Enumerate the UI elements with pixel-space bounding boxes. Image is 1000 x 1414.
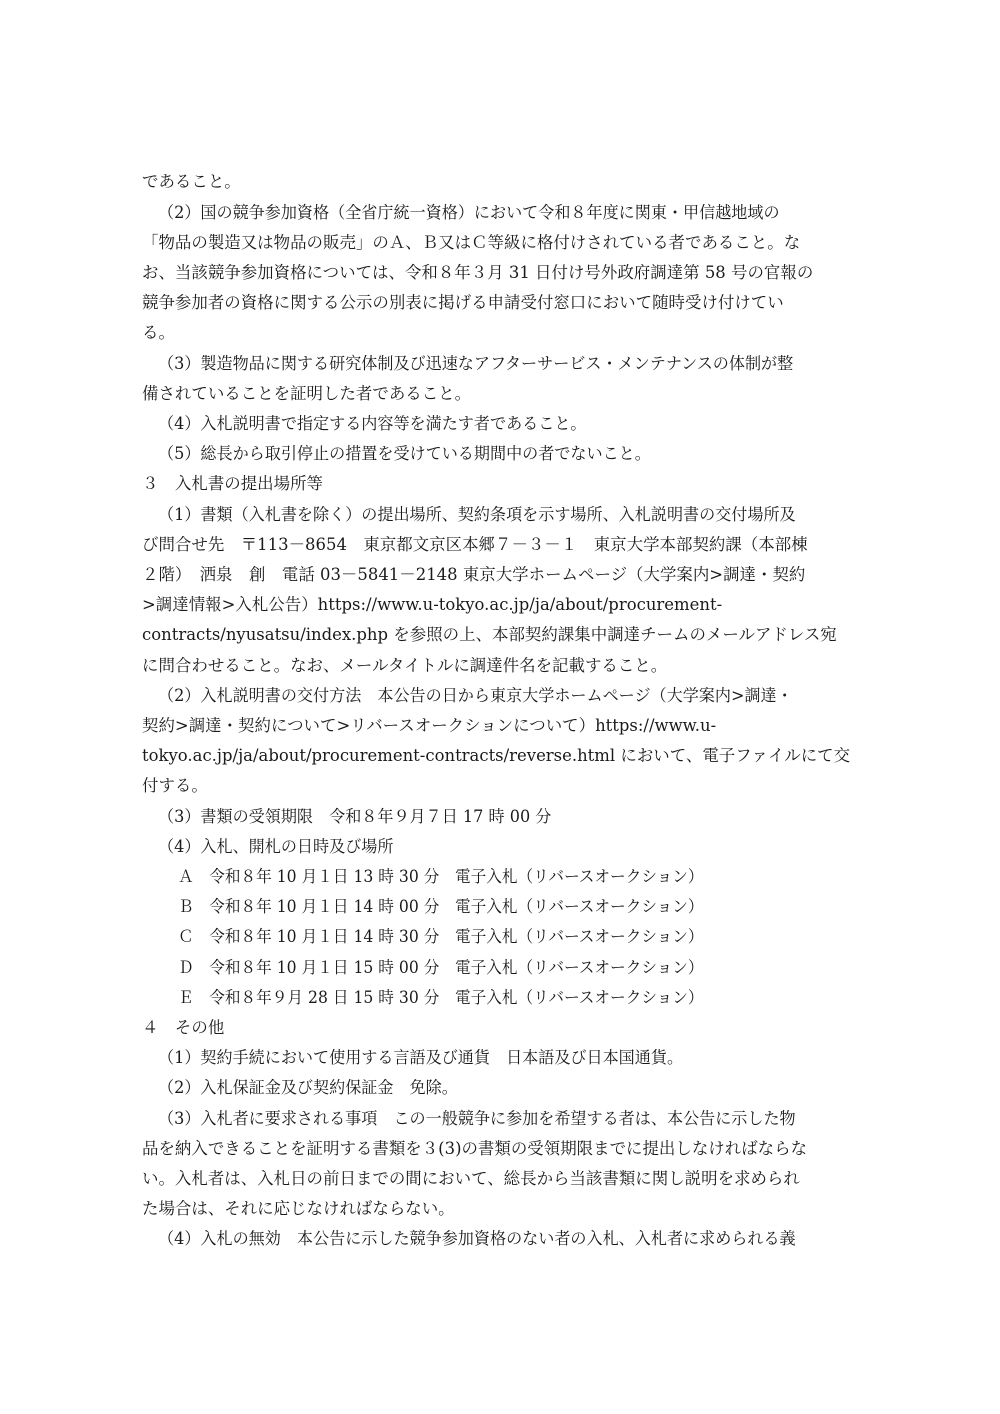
text-line: に問合わせること。なお、メールタイトルに調達件名を記載すること。 bbox=[142, 656, 668, 675]
schedule-item: Ｅ 令和８年９月 28 日 15 時 30 分 電子入札（リバースオークション） bbox=[178, 988, 704, 1007]
text-line: ２階） 洒泉 創 電話 03－5841－2148 東京大学ホームページ（大学案内>調達・契約 bbox=[142, 565, 806, 584]
section-heading: ３ 入札書の提出場所等 bbox=[142, 474, 323, 493]
text-line: 付する。 bbox=[142, 776, 208, 795]
section-heading: ４ その他 bbox=[142, 1018, 225, 1037]
text-line: （3）入札者に要求される事項 この一般競争に参加を希望する者は、本公告に示した物 bbox=[158, 1109, 796, 1128]
text-line: （4）入札の無効 本公告に示した競争参加資格のない者の入札、入札者に求められる義 bbox=[158, 1229, 796, 1248]
text-line: >調達情報>入札公告）https://www.u-tokyo.ac.jp/ja/about/procurement- bbox=[142, 595, 723, 614]
text-line: 競争参加者の資格に関する公示の別表に掲げる申請受付窓口において随時受け付けてい bbox=[142, 293, 784, 312]
text-line: （2）入札説明書の交付方法 本公告の日から東京大学ホームページ（大学案内>調達・ bbox=[158, 686, 793, 705]
schedule-item: Ｃ 令和８年 10 月１日 14 時 30 分 電子入札（リバースオークション） bbox=[178, 927, 704, 946]
schedule-item: Ａ 令和８年 10 月１日 13 時 30 分 電子入札（リバースオークション） bbox=[178, 867, 704, 886]
text-line: （5）総長から取引停止の措置を受けている期間中の者でないこと。 bbox=[158, 444, 651, 463]
text-line: （2）入札保証金及び契約保証金 免除。 bbox=[158, 1078, 458, 1097]
text-line: 契約>調達・契約について>リバースオークションについて）https://www.u- bbox=[142, 716, 717, 735]
text-line: 備されていることを証明した者であること。 bbox=[142, 384, 472, 403]
text-line: お、当該競争参加資格については、令和８年３月 31 日付け号外政府調達第 58 号の官報の bbox=[142, 263, 814, 282]
text-line: であること。 bbox=[142, 172, 241, 191]
text-line: た場合は、それに応じなければならない。 bbox=[142, 1199, 455, 1218]
text-line: （2）国の競争参加資格（全省庁統一資格）において令和８年度に関東・甲信越地域の bbox=[158, 203, 780, 222]
schedule-item: Ｄ 令和８年 10 月１日 15 時 00 分 電子入札（リバースオークション） bbox=[178, 958, 704, 977]
text-line: い。入札者は、入札日の前日までの間において、総長から当該書類に関し説明を求められ bbox=[142, 1169, 800, 1188]
text-line: 品を納入できることを証明する書類を３(3)の書類の受領期限までに提出しなければならな bbox=[142, 1139, 808, 1158]
text-line: 「物品の製造又は物品の販売」のＡ、Ｂ又はＣ等級に格付けされている者であること。な bbox=[142, 233, 801, 252]
text-line: （4）入札説明書で指定する内容等を満たす者であること。 bbox=[158, 414, 587, 433]
text-line: び問合せ先 〒113－8654 東京都文京区本郷７－３－１ 東京大学本部契約課（本部棟 bbox=[142, 535, 808, 554]
text-line: （3）製造物品に関する研究体制及び迅速なアフターサービス・メンテナンスの体制が整 bbox=[158, 354, 794, 373]
text-line: （3）書類の受領期限 令和８年９月７日 17 時 00 分 bbox=[158, 807, 552, 826]
text-line: tokyo.ac.jp/ja/about/procurement-contracts/reverse.html において、電子ファイルにて交 bbox=[142, 746, 851, 765]
text-line: （1）契約手続において使用する言語及び通貨 日本語及び日本国通貨。 bbox=[158, 1048, 684, 1067]
schedule-item: Ｂ 令和８年 10 月１日 14 時 00 分 電子入札（リバースオークション） bbox=[178, 897, 704, 916]
text-line: （1）書類（入札書を除く）の提出場所、契約条項を示す場所、入札説明書の交付場所及 bbox=[158, 505, 796, 524]
text-line: （4）入札、開札の日時及び場所 bbox=[158, 837, 394, 856]
text-line: る。 bbox=[142, 323, 175, 342]
text-line: contracts/nyusatsu/index.php を参照の上、本部契約課集中調達チームのメールアドレス宛 bbox=[142, 625, 837, 644]
